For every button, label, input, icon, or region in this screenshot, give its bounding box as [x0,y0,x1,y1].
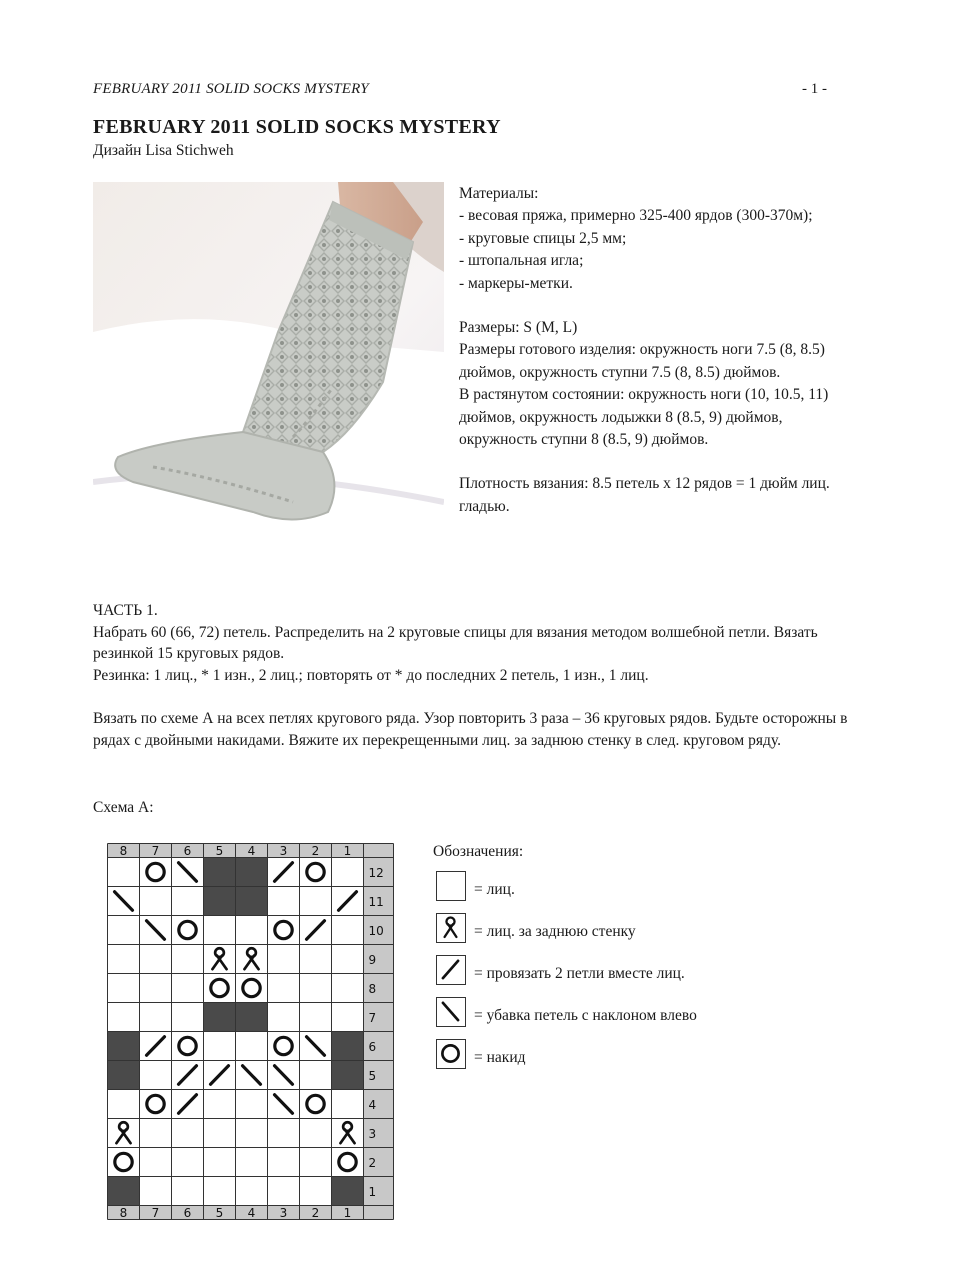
no-stitch-cell [108,1032,140,1061]
row-number: 10 [368,924,384,938]
legend-item-knit [433,871,813,913]
no-stitch-cell [108,1061,140,1090]
row-number: 2 [368,1156,377,1170]
sock-photo-illustration [93,182,444,568]
knitting-chart-grid [107,843,394,1220]
column-number: 1 [343,844,352,858]
column-number: 3 [279,844,288,858]
column-number: 4 [247,844,256,858]
twisted-knit-icon [436,913,466,943]
sock-photo [93,182,444,568]
circle-icon [436,1039,466,1069]
knitting-chart [107,843,394,1225]
no-stitch-cell [204,858,236,887]
legend-item-ssk [433,997,813,1039]
row-number: 7 [368,1011,377,1025]
legend-title: Обозначения: [433,843,524,860]
column-number: 1 [343,1206,352,1220]
column-number: 2 [311,844,320,858]
column-number: 8 [119,844,128,858]
chart-instructions: Вязать по схеме А на всех петлях кругового ряда. Узор повторить 3 раза – 36 круговых рядов. Будьте осторожны в рядах с двойными накидами. Вяжите их перекрещенными лиц. за заднюю стенку в след. круговом ряду. [93,710,848,749]
gauge: Плотность вязания: 8.5 петель х 12 рядов = 1 дюйм лиц. гладью. [459,475,830,515]
yarn-over-mark [442,1045,458,1061]
no-stitch-cell [332,1177,364,1206]
no-stitch-cell [236,858,268,887]
ssk-mark [443,1003,458,1020]
running-header: FEBRUARY 2011 SOLID SOCKS MYSTERY [93,81,369,97]
legend-label: = провязать 2 петли вместе лиц. [474,965,685,982]
row-number: 9 [368,953,377,967]
column-number: 5 [215,1206,224,1220]
row-number: 5 [368,1069,377,1083]
column-number: 6 [183,844,192,858]
scheme-label: Схема А: [93,799,154,816]
materials-item: - маркеры-метки. [459,274,573,292]
cast-on-paragraph: Набрать 60 (66, 72) петель. Распределить на 2 круговые спицы для вязания методом волшебной петли. Вязать резинкой 15 круговых рядов. [93,623,818,662]
legend-item-yo [433,1039,813,1081]
part-one-heading: ЧАСТЬ 1. [93,602,158,619]
part-one-section [93,600,853,751]
row-number: 3 [368,1127,377,1141]
sizes-line: Размеры: S (M, L) [459,319,578,337]
ribbing-paragraph: Резинка: 1 лиц., * 1 изн., 2 лиц.; повторять от * до последних 2 петель, 1 изн., 1 лиц. [93,666,649,684]
left-slant-icon [436,997,466,1027]
row-number: 8 [368,982,377,996]
chart-legend [433,843,813,1081]
column-number: 8 [119,1206,128,1220]
no-stitch-cell [236,1003,268,1032]
column-number: 7 [151,1206,160,1220]
legend-label: = лиц. за заднюю стенку [474,923,636,940]
legend-item-ktbl [433,913,813,955]
legend-label: = лиц. [474,881,515,898]
k2tog-mark [443,961,458,978]
column-number: 7 [151,844,160,858]
row-number: 4 [368,1098,377,1112]
no-stitch-cell [204,1003,236,1032]
column-number: 2 [311,1206,320,1220]
designer-credit: Дизайн Lisa Stichweh [93,142,234,159]
materials-section [459,183,844,518]
row-number: 12 [368,866,384,880]
row-number: 1 [368,1185,377,1199]
column-number: 6 [183,1206,192,1220]
right-slant-icon [436,955,466,985]
no-stitch-cell [236,887,268,916]
row-number: 6 [368,1040,377,1054]
no-stitch-cell [332,1061,364,1090]
materials-heading: Материалы: [459,185,539,202]
legend-label: = накид [474,1049,526,1066]
knit-symbol-icon [436,871,466,901]
legend-item-k2tog [433,955,813,997]
no-stitch-cell [332,1032,364,1061]
twisted-knit-mark [445,918,457,937]
stretched-sizes: В растянутом состоянии: окружность ноги (10, 10.5, 11) дюймов, окружность лодыжки 8 (8.5, 9) дюймов, окружность ступни 8 (8.5, 9) дюймов. [459,386,829,449]
legend-label: = убавка петель с наклоном влево [474,1007,697,1024]
no-stitch-cell [204,887,236,916]
finished-sizes: Размеры готового изделия: окружность ноги 7.5 (8, 8.5) дюймов, окружность ступни 7.5 (8, 8.5) дюймов. [459,341,825,381]
no-stitch-cell [108,1177,140,1206]
column-number: 4 [247,1206,256,1220]
materials-item: - весовая пряжа, примерно 325-400 ярдов (300-370м); [459,207,813,225]
materials-item: - круговые спицы 2,5 мм; [459,229,627,247]
row-number: 11 [368,895,384,909]
document-title: FEBRUARY 2011 SOLID SOCKS MYSTERY [93,116,501,138]
column-number: 5 [215,844,224,858]
page-number: - 1 - [802,81,827,97]
column-number: 3 [279,1206,288,1220]
materials-item: - штопальная игла; [459,252,584,270]
